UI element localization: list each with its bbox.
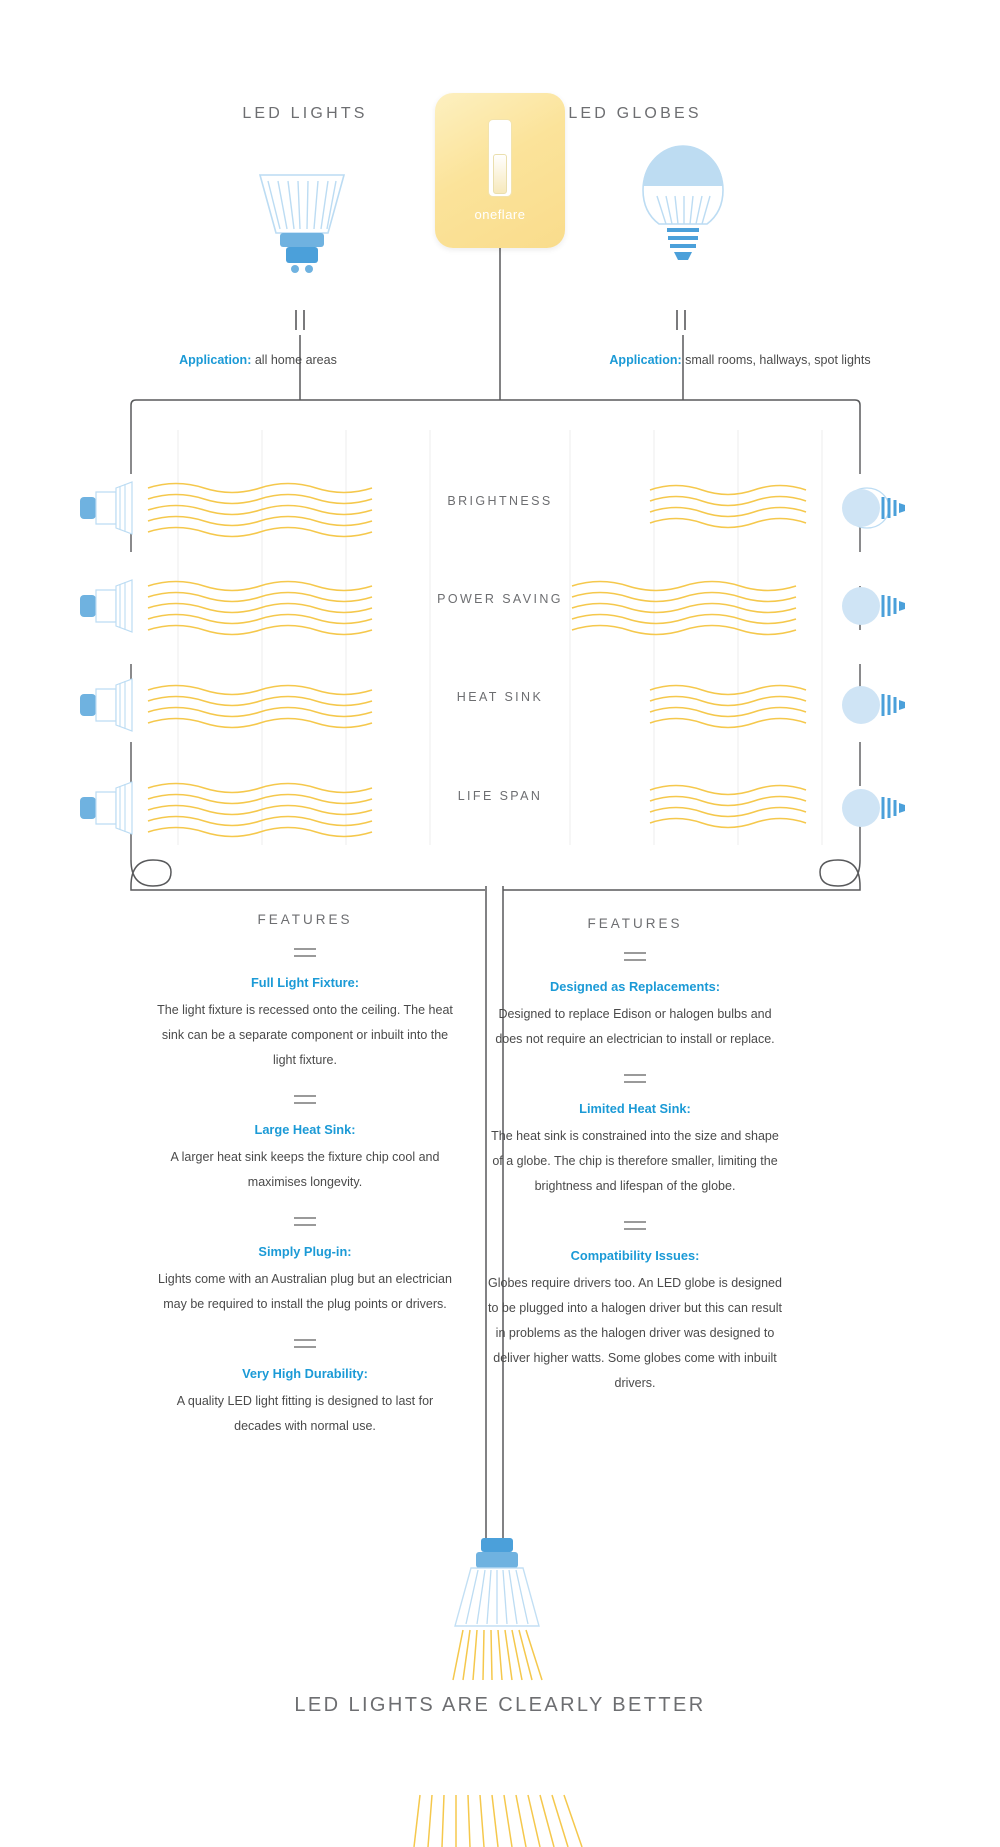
feature-item bbox=[485, 1221, 785, 1396]
row-brightness bbox=[80, 482, 905, 537]
features-column-left bbox=[155, 948, 455, 1461]
application-right bbox=[530, 353, 950, 367]
switch-plate-icon bbox=[488, 119, 512, 197]
column-title-left: LED LIGHTS bbox=[242, 105, 368, 122]
feature-body: Lights come with an Australian plug but an electrician may be required to install the plug points or drivers. bbox=[158, 1272, 452, 1311]
comparison-label-power-saving: POWER SAVING bbox=[437, 592, 563, 606]
feature-title: Large Heat Sink: bbox=[254, 1122, 356, 1137]
application-left-label: Application: bbox=[179, 353, 252, 367]
application-right-label: Application: bbox=[609, 353, 682, 367]
row-heat-sink bbox=[80, 679, 905, 731]
column-title-right: LED GLOBES bbox=[568, 105, 702, 122]
feature-title: Very High Durability: bbox=[242, 1366, 368, 1381]
feature-body: Globes require drivers too. An LED globe is designed to be plugged into a halogen driver but this can result in problems as the halogen driver was designed to deliver higher watts. Some globes come with inbuilt drivers. bbox=[488, 1276, 782, 1390]
feature-item bbox=[155, 948, 455, 1073]
features-heading-left: FEATURES bbox=[257, 912, 353, 927]
feature-title: Compatibility Issues: bbox=[570, 1248, 700, 1263]
feature-title: Full Light Fixture: bbox=[250, 975, 360, 990]
feature-item bbox=[155, 1339, 455, 1439]
brand-logo: oneflare bbox=[474, 207, 526, 222]
equals-divider-icon bbox=[294, 1339, 316, 1348]
feature-title: Limited Heat Sink: bbox=[579, 1101, 691, 1116]
switch-rocker-icon bbox=[493, 154, 507, 194]
equals-divider-icon bbox=[294, 1095, 316, 1104]
comparison-label-life-span: LIFE SPAN bbox=[457, 789, 543, 803]
feature-item bbox=[485, 952, 785, 1052]
feature-body: Designed to replace Edison or halogen bulbs and does not require an electrician to install or replace. bbox=[495, 1007, 775, 1046]
equals-divider-icon bbox=[624, 952, 646, 961]
application-left-value: all home areas bbox=[254, 353, 337, 367]
equals-divider-icon bbox=[624, 1074, 646, 1083]
comparison-grid bbox=[178, 430, 822, 845]
feature-body: The light fixture is recessed onto the ceiling. The heat sink can be a separate component or inbuilt into the light fixture. bbox=[157, 1003, 453, 1067]
footer-conclusion: LED LIGHTS ARE CLEARLY BETTER bbox=[294, 1694, 706, 1716]
feature-title: Designed as Replacements: bbox=[550, 979, 720, 994]
equals-divider-icon bbox=[624, 1221, 646, 1230]
feature-body: The heat sink is constrained into the size and shape of a globe. The chip is therefore smaller, limiting the brightness and lifespan of the globe. bbox=[491, 1129, 779, 1193]
feature-title: Simply Plug-in: bbox=[258, 1244, 352, 1259]
feature-item bbox=[485, 1074, 785, 1199]
application-right-value: small rooms, hallways, spot lights bbox=[685, 353, 871, 367]
connector-bracket bbox=[131, 248, 860, 430]
feature-item bbox=[155, 1095, 455, 1195]
feature-body: A quality LED light fitting is designed to last for decades with normal use. bbox=[176, 1394, 434, 1433]
equals-divider-left-top bbox=[296, 310, 304, 330]
features-column-right bbox=[485, 952, 785, 1418]
led-light-icon-bottom bbox=[453, 1538, 542, 1680]
equals-divider-icon bbox=[294, 948, 316, 957]
application-left bbox=[48, 353, 468, 367]
equals-divider-icon bbox=[294, 1217, 316, 1226]
led-light-icon-large bbox=[260, 175, 344, 273]
equals-divider-right-top bbox=[677, 310, 685, 330]
feature-body: A larger heat sink keeps the fixture chip cool and maximises longevity. bbox=[170, 1150, 440, 1189]
beam-bottom bbox=[414, 1795, 582, 1847]
led-globe-icon-large bbox=[643, 146, 723, 260]
feature-item bbox=[155, 1217, 455, 1317]
comparison-label-heat-sink: HEAT SINK bbox=[456, 690, 544, 704]
comparison-label-brightness: BRIGHTNESS bbox=[447, 494, 553, 508]
light-switch-card bbox=[435, 93, 565, 248]
row-power-saving bbox=[80, 580, 905, 635]
features-heading-right: FEATURES bbox=[587, 916, 683, 931]
